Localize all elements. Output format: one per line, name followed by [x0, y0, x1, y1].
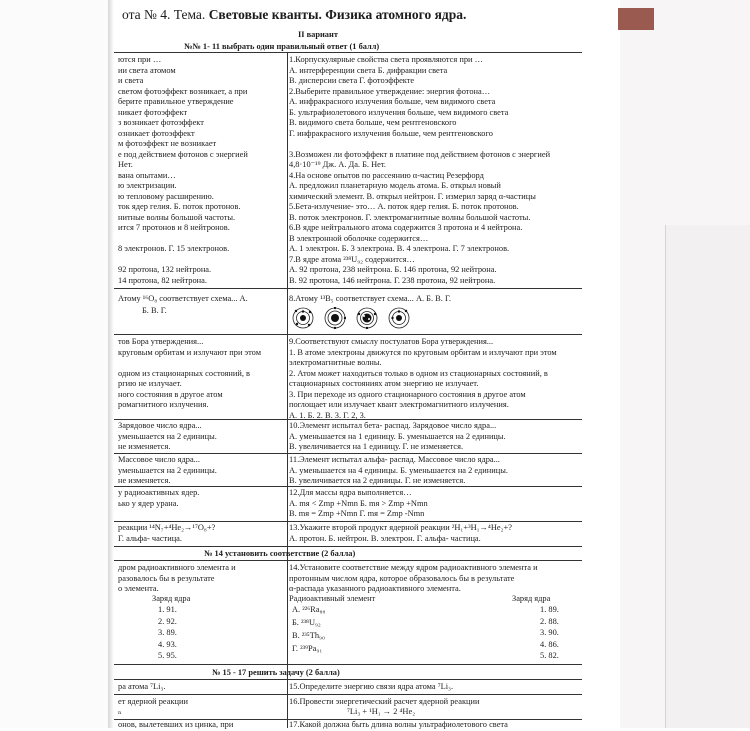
rule: [112, 334, 582, 335]
right-question-line: А. предложил планетарную модель атома. Б. открыл новый: [289, 181, 501, 190]
left-question-line: Нет.: [118, 160, 133, 169]
right-question-line: А. 92 протона, 238 нейтрона. Б. 146 протона, 92 нейтрона.: [289, 265, 497, 274]
left-question-line: светом фотоэффект возникает, а при: [118, 86, 248, 96]
right-question-line: 3.Возможен ли фотоэффект в платине под действием фотонов с энергией: [289, 149, 551, 159]
q16-right-line: ⁷Li₃ + ¹H₁ → 2 ⁴He₂: [347, 707, 416, 716]
rule: [112, 288, 582, 289]
q16-left-line: ₙ: [118, 707, 122, 716]
q14-right-line: протонным числом ядра, которое образовалось бы в результате: [289, 573, 515, 583]
q14-left-value: 4. 93.: [158, 639, 177, 649]
rule: [112, 679, 582, 680]
row-right-line: В. увеличивается на 2 единицы. Г. не изменяется.: [289, 476, 466, 485]
q14-right-value: 5. 82.: [540, 651, 559, 660]
atom-scheme-b: [324, 307, 346, 329]
q8-left-options: Б. В. Г.: [142, 306, 167, 315]
atom-scheme-d: [388, 307, 410, 329]
q14-right-value: 2. 88.: [540, 616, 559, 626]
right-question-line: химический элемент. В. открыл нейтрон. Г. измерил заряд α-частицы: [289, 191, 536, 201]
rule: [112, 694, 582, 695]
q8-right-text: 8.Атому ¹³B₅ соответствует схема... А. Б. В. Г.: [289, 294, 451, 303]
left-question-line: ются при …: [118, 55, 162, 64]
rule: [112, 52, 582, 53]
row-left-line: реакции ¹⁴N₇+⁴He₂→¹⁷O₈+?: [118, 523, 216, 532]
next-page-fold: [665, 225, 750, 728]
rule: [112, 546, 582, 547]
q14-right-line: α-распада указанного радиоактивного элемента.: [289, 584, 461, 593]
page-shadow: [108, 0, 114, 728]
right-question-line: 5.Бета-излучение- это… А. поток ядер гелия. Б. поток протонов.: [289, 202, 519, 211]
q16-left-line: ет ядерной реакции: [118, 697, 188, 706]
right-question-line: 2.Выберите правильное утверждение: энергия фотона…: [289, 86, 491, 96]
rule: [112, 486, 582, 487]
row-right-line: А. уменьшается на 1 единицу. Б. уменьшается на 2 единицы.: [289, 431, 506, 441]
q14-left-line: о элемента.: [118, 584, 159, 593]
q14-right-line: 14.Установите соответствие между ядром радиоактивного элемента и: [289, 563, 538, 572]
q14-right-value: 3. 90.: [540, 628, 559, 637]
q14-element: В. ²³⁵Th₉₀: [292, 631, 325, 640]
q14-left-value: 1. 91.: [158, 605, 177, 614]
page-title: [122, 7, 466, 23]
right-question-line: 4,8·10⁻¹⁹ Дж. А. Да. Б. Нет.: [289, 160, 387, 169]
row-right-line: поглощает или излучает квант электромагнитного излучения.: [289, 400, 509, 409]
row-left-line: у радиоактивных ядер.: [118, 488, 200, 497]
right-question-line: В. 92 протона, 146 нейтрона. Г. 238 протона, 92 нейтрона.: [289, 275, 496, 285]
title-bold: Световые кванты. Физика атомного ядра.: [208, 7, 467, 22]
row-right-line: электромагнитные волны.: [289, 358, 382, 367]
rule: [112, 521, 582, 522]
row-left-line: ного состояния в другое атом: [118, 389, 223, 399]
row-left-line: ромагнитного излучения.: [118, 400, 209, 409]
row-right-line: А. mя < Zmp +Nmn Б. mя > Zmp +Nmn: [289, 498, 428, 508]
left-question-line: е под действием фотонов с энергией: [118, 149, 248, 159]
q14-element: Г. ²³⁹Pa₉₁: [292, 644, 323, 653]
section-heading-1: №№ 1- 11 выбрать один правильный ответ (1 балл): [184, 42, 380, 51]
q14-right-value: 4. 86.: [540, 639, 559, 649]
right-question-line: Б. ультрафиолетового излучения больше, чем видимого света: [289, 107, 509, 117]
right-question-line: Г. инфракрасного излучения больше, чем рентгеновского: [289, 128, 493, 138]
row-right-line: А. уменьшается на 4 единицы. Б. уменьшается на 2 единицы.: [289, 465, 508, 475]
left-question-line: 8 электронов. Г. 15 электронов.: [118, 244, 230, 253]
fold-line: [665, 225, 666, 728]
row-left-line: круговым орбитам и излучают при этом: [118, 347, 261, 357]
right-question-line: 4.На основе опытов по рассеянию α-частиц Резерфорд: [289, 170, 484, 180]
row-left-line: ько у ядер урана.: [118, 498, 179, 508]
section-heading-2: № 14 установить соответствие (2 балла): [204, 549, 356, 558]
q16-right-line: 16.Провести энергетический расчет ядерной реакции: [289, 697, 480, 706]
q14-left-header: Заряд ядра: [152, 594, 191, 603]
row-left-line: не изменяется.: [118, 476, 171, 485]
right-question-line: А. 1 электрон. Б. 3 электрона. В. 4 электрона. Г. 7 электронов.: [289, 244, 510, 253]
q17-left: онов, вылетевших из цинка, при: [118, 720, 234, 729]
atom-scheme-c: [356, 307, 378, 329]
q14-element: А. ²²⁶Ra₈₈: [292, 605, 326, 614]
right-question-line: В электронной оболочке содержится…: [289, 233, 429, 243]
q14-right-header: Заряд ядра: [512, 594, 551, 603]
right-question-line: 7.В ядре атома ²³⁸U₉₂ содержится…: [289, 254, 415, 264]
q14-left-value: 5. 95.: [158, 651, 177, 660]
right-question-line: 6.В ядре нейтрального атома содержится 3 протона и 4 нейтрона.: [289, 223, 523, 232]
q14-left-value: 3. 89.: [158, 628, 177, 637]
row-right-line: 11.Элемент испытал альфа- распад. Массовое число ядра...: [289, 455, 500, 464]
row-right-line: 1. В атоме электроны движутся по круговым орбитам и излучают при этом: [289, 347, 557, 357]
row-right-line: А. протон. Б. нейтрон. В. электрон. Г. альфа- частица.: [289, 533, 481, 543]
row-left-line: Г. альфа- частица.: [118, 533, 182, 543]
q14-element: Б. ²³⁸U₉₂: [292, 618, 321, 627]
row-right-line: 10.Элемент испытал бета- распад. Зарядовое число ядра...: [289, 421, 497, 430]
rule: [112, 664, 582, 665]
q14-left-value: 2. 92.: [158, 616, 177, 626]
background-left: [0, 0, 110, 728]
q15-right: 15.Определите энергию связи ядра атома ⁷Li₃.: [289, 682, 454, 691]
row-left-line: Массовое число ядра...: [118, 455, 200, 464]
atom-scheme-a: [292, 307, 314, 329]
left-question-line: никает фотоэффект: [118, 107, 188, 117]
q14-left-line: разовалось бы в результате: [118, 573, 215, 583]
rule: [112, 453, 582, 454]
left-question-line: з возникает фотоэффект: [118, 118, 204, 127]
q17-right: 17.Какой должна быть длина волны ультрафиолетового света: [289, 720, 508, 729]
rule: [112, 419, 582, 420]
column-divider: [287, 52, 288, 728]
row-right-line: 9.Соответствуют смыслу постулатов Бора утверждения...: [289, 337, 494, 346]
worksheet-page: [112, 0, 620, 728]
section-heading-3: № 15 - 17 решить задачу (2 балла): [212, 668, 340, 677]
row-left-line: Зарядовое число ядра...: [118, 421, 202, 430]
right-question-line: В. видимого света больше, чем рентгеновского: [289, 118, 457, 127]
left-question-line: ток ядер гелия. Б. поток протонов.: [118, 202, 241, 211]
left-question-line: м фотоэффект не возникает: [118, 139, 217, 148]
right-question-line: А. инфракрасного излучения больше, чем видимого света: [289, 97, 496, 106]
left-question-line: ю тепловому расширению.: [118, 191, 214, 201]
left-question-line: озникает фотоэффект: [118, 128, 195, 138]
q15-left: ра атома ⁷Li₃.: [118, 682, 166, 691]
row-left-line: тов Бора утверждения...: [118, 337, 204, 346]
left-question-line: нитные волны большой частоты.: [118, 212, 236, 222]
q8-left-text: Атому ¹⁶O₈ соответствует схема... А.: [118, 294, 248, 303]
right-question-line: 1.Корпускулярные свойства света проявляются при …: [289, 55, 483, 64]
row-right-line: 2. Атом может находиться только в одном из стационарных состояний, в: [289, 368, 548, 378]
q14-left-line: дром радиоактивного элемента и: [118, 563, 236, 572]
title-prefix: ота № 4. Тема.: [122, 7, 209, 22]
left-question-line: ится 7 протонов и 8 нейтронов.: [118, 223, 230, 232]
row-left-line: уменьшается на 2 единицы.: [118, 431, 217, 441]
row-right-line: 12.Для массы ядра выполняется…: [289, 488, 412, 497]
variant-label: II вариант: [298, 30, 338, 39]
row-right-line: стационарных состояниях атом энергию не излучает.: [289, 379, 479, 388]
left-question-line: 92 протона, 132 нейтрона.: [118, 265, 212, 274]
right-question-line: А. интерференции света Б. дифракции света: [289, 65, 448, 75]
right-question-line: В. дисперсии света Г. фотоэффекте: [289, 76, 415, 85]
row-left-line: одном из стационарных состояний, в: [118, 368, 250, 378]
row-right-line: В. увеличивается на 1 единицу. Г. не изменяется.: [289, 442, 464, 451]
left-question-line: и света: [118, 76, 144, 85]
row-right-line: А. 1. Б. 2. В. 3. Г. 2, 3.: [289, 410, 366, 420]
left-question-line: вана опытами…: [118, 170, 176, 180]
left-question-line: берите правильное утверждение: [118, 97, 234, 106]
bookmark-tab: [618, 8, 654, 30]
row-right-line: 3. При переходе из одного стационарного состояния в другое атом: [289, 389, 526, 399]
left-question-line: ю электризации.: [118, 181, 177, 190]
left-question-line: ии света атомом: [118, 65, 176, 75]
q14-right-header: Радиоактивный элемент: [289, 594, 376, 603]
row-right-line: В. mя = Zmp +Nmn Г. mя = Zmp -Nmn: [289, 509, 425, 518]
row-left-line: не изменяется.: [118, 442, 171, 451]
row-right-line: 13.Укажите второй продукт ядерной реакции ²H₁+³H₁→⁴He₂+?: [289, 523, 512, 532]
row-left-line: уменьшается на 2 единицы.: [118, 465, 217, 475]
q14-right-value: 1. 89.: [540, 605, 559, 614]
right-question-line: В. поток электронов. Г. электромагнитные волны большой частоты.: [289, 212, 531, 222]
rule: [112, 560, 582, 561]
row-left-line: ргию не излучает.: [118, 379, 182, 388]
left-question-line: 14 протона, 82 нейтрона.: [118, 275, 207, 285]
